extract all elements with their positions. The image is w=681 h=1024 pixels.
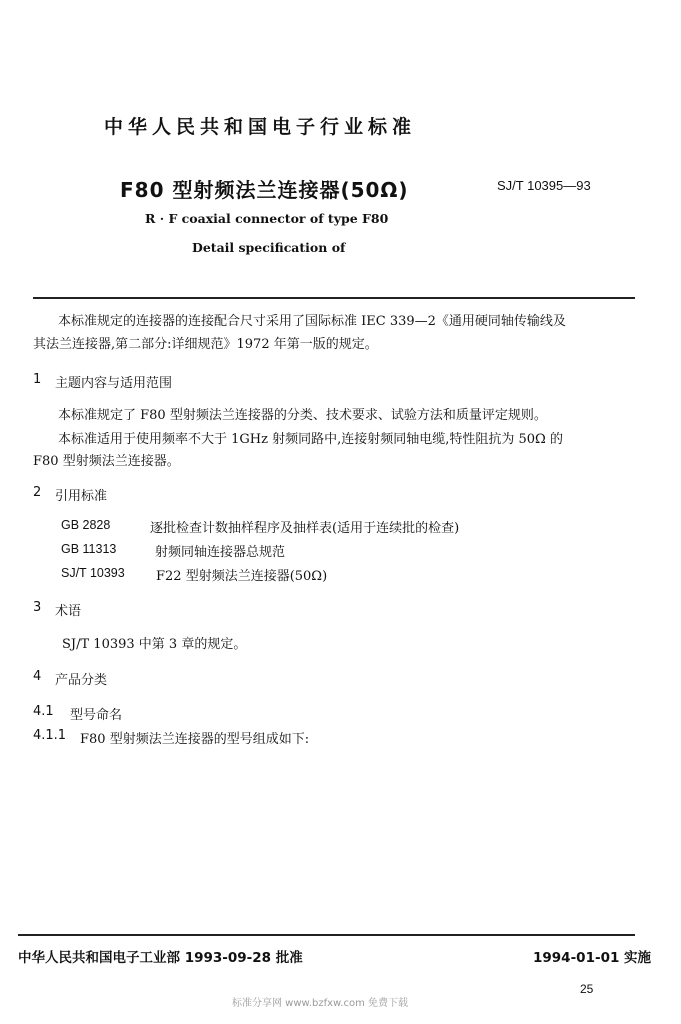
standard-header-title: 中华人民共和国电子行业标准 bbox=[104, 116, 417, 138]
section-1-paragraph-1: 本标准规定了 F80 型射频法兰连接器的分类、技术要求、试验方法和质量评定规则。 bbox=[58, 408, 547, 423]
reference-code: SJ/T 10393 bbox=[61, 566, 125, 580]
subsection-4-1-1-number: 4.1.1 bbox=[33, 728, 67, 743]
document-number: SJ/T 10395—93 bbox=[497, 178, 591, 193]
subsection-4-1-title: 型号命名 bbox=[70, 708, 123, 723]
section-1-paragraph-2-line-1: 本标准适用于使用频率不大于 1GHz 射频同路中,连接射频同轴电缆,特性阻抗为 50Ω 的 bbox=[58, 432, 563, 447]
reference-title: 射频同轴连接器总规范 bbox=[155, 545, 286, 560]
intro-line-1: 本标准规定的连接器的连接配合尺寸采用了国际标准 IEC 339—2《通用硬同轴传输线及 bbox=[58, 314, 566, 329]
reference-code: GB 11313 bbox=[61, 542, 117, 556]
section-2-number: 2 bbox=[33, 485, 42, 500]
effective-date: 1994-01-01 实施 bbox=[533, 950, 652, 966]
english-subtitle: Detail specification of bbox=[192, 240, 346, 255]
subsection-4-1-1-text: F80 型射频法兰连接器的型号组成如下: bbox=[80, 732, 310, 747]
subsection-4-1-number: 4.1 bbox=[33, 704, 54, 719]
english-title: R · F coaxial connector of type F80 bbox=[145, 211, 389, 226]
section-2-title: 引用标准 bbox=[55, 489, 108, 504]
reference-code: GB 2828 bbox=[61, 518, 111, 532]
reference-title: 逐批检查计数抽样程序及抽样表(适用于连续批的检查) bbox=[150, 521, 460, 536]
page-number: 25 bbox=[580, 982, 594, 996]
footer-divider bbox=[18, 934, 635, 936]
section-4-title: 产品分类 bbox=[55, 673, 108, 688]
watermark: 标准分享网 www.bzfxw.com 免费下载 bbox=[232, 998, 408, 1009]
section-3-number: 3 bbox=[33, 600, 42, 615]
document-title: F80 型射频法兰连接器(50Ω) bbox=[120, 178, 409, 202]
intro-line-2: 其法兰连接器,第二部分:详细规范》1972 年第一版的规定。 bbox=[33, 337, 378, 352]
reference-title: F22 型射频法兰连接器(50Ω) bbox=[156, 569, 328, 584]
section-1-paragraph-2-line-2: F80 型射频法兰连接器。 bbox=[33, 454, 180, 469]
section-1-number: 1 bbox=[33, 372, 42, 387]
header-divider bbox=[33, 297, 635, 299]
approval-statement: 中华人民共和国电子工业部 1993-09-28 批准 bbox=[18, 950, 303, 966]
section-3-title: 术语 bbox=[55, 604, 82, 619]
section-3-paragraph: SJ/T 10393 中第 3 章的规定。 bbox=[62, 637, 247, 652]
section-4-number: 4 bbox=[33, 669, 42, 684]
section-1-title: 主题内容与适用范围 bbox=[55, 376, 173, 391]
